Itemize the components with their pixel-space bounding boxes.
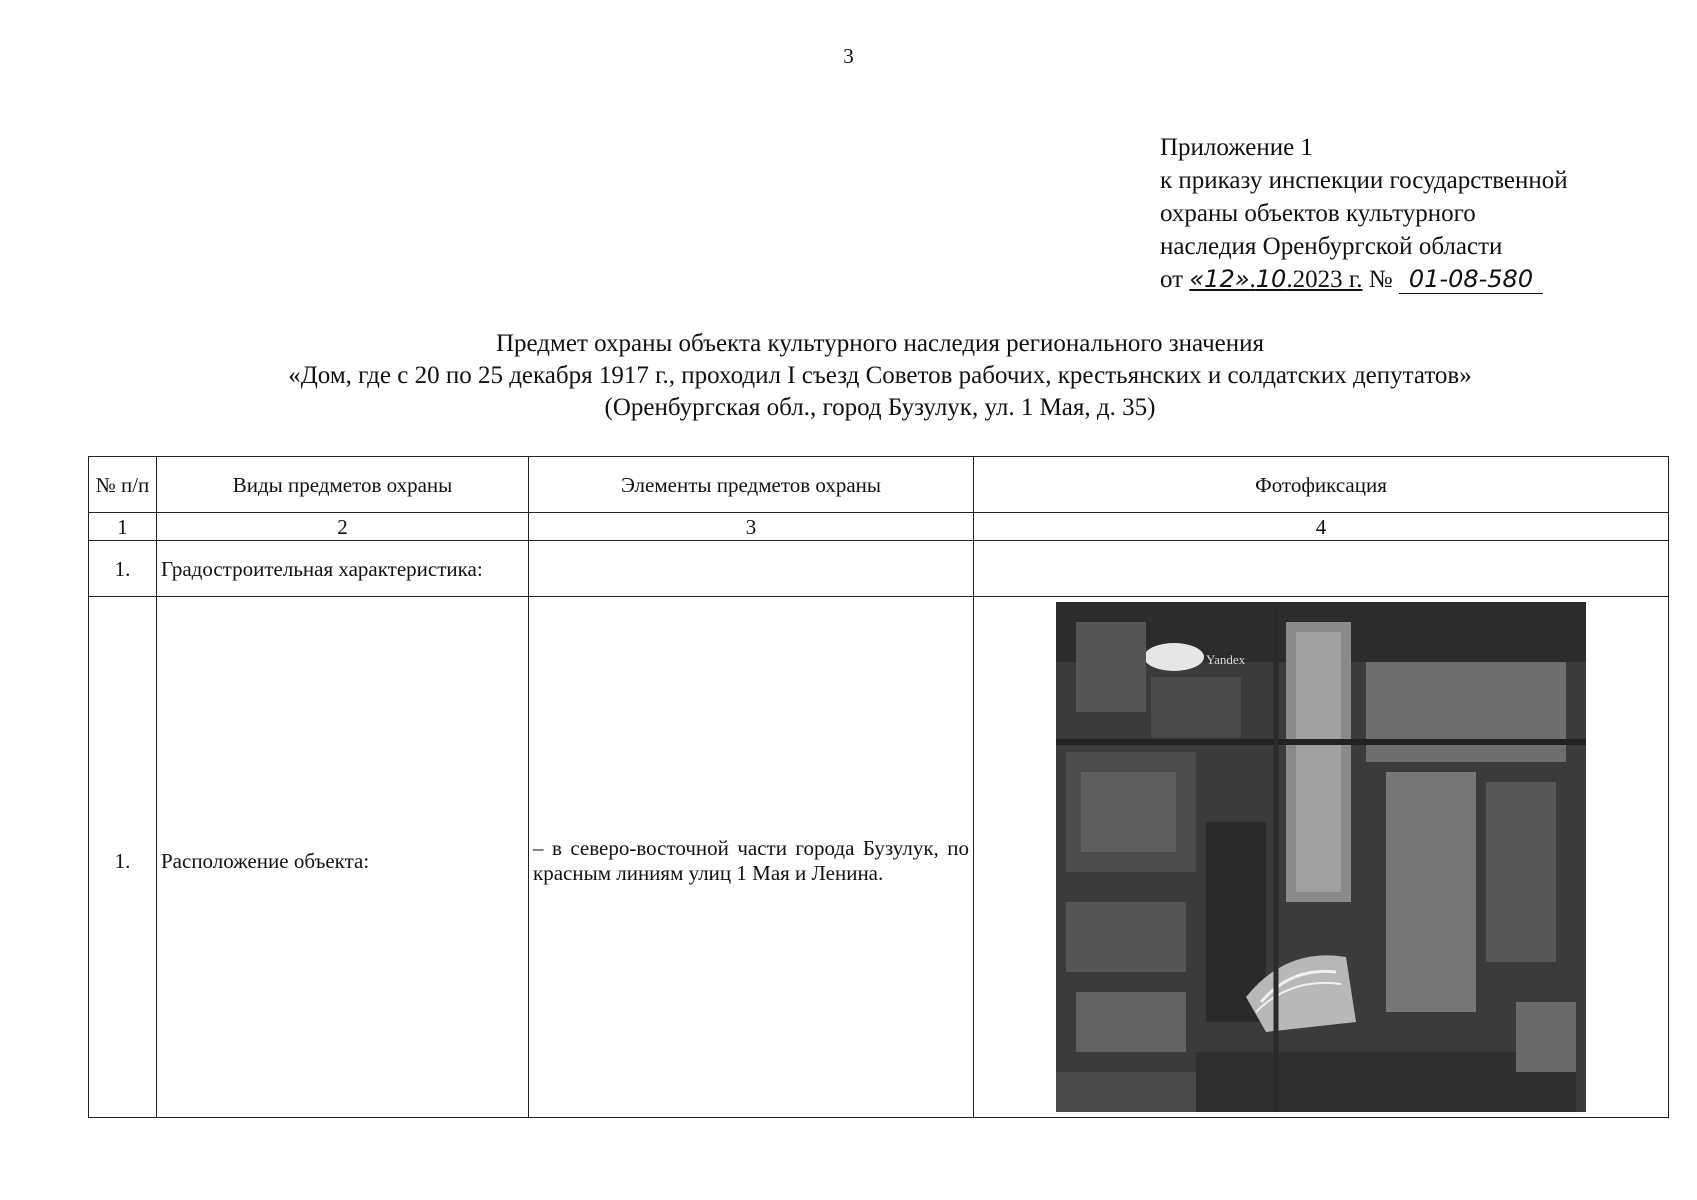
col-number: 4 xyxy=(974,513,1669,541)
table-header-row xyxy=(89,457,1669,513)
row-number: 1. xyxy=(89,597,157,1118)
date-month: 10 xyxy=(1255,265,1287,293)
col-number: 2 xyxy=(157,513,529,541)
date-year: .2023 г. xyxy=(1286,266,1363,293)
header-photo: Фотофиксация xyxy=(974,457,1669,513)
appendix-title: Приложение 1 xyxy=(1160,134,1313,161)
appendix-line: наследия Оренбургской области xyxy=(1160,233,1503,260)
header-types: Виды предметов охраны xyxy=(157,457,529,513)
table-row xyxy=(89,597,1669,1118)
appendix-header xyxy=(1160,131,1568,296)
title-line: «Дом, где с 20 по 25 декабря 1917 г., проходил I съезд Советов рабочих, крестьянских и солдатских депутатов» xyxy=(288,362,1472,389)
map-watermark: Yandex xyxy=(1206,652,1246,667)
col-number: 3 xyxy=(529,513,974,541)
header-num: № п/п xyxy=(89,457,157,513)
table-row xyxy=(89,541,1669,597)
number-label: № xyxy=(1362,266,1399,293)
row-element: – в северо-восточной части города Бузулук, по красным линиям улиц 1 Мая и Ленина. xyxy=(529,597,974,1118)
date-prefix: от xyxy=(1160,266,1190,293)
row-photo xyxy=(974,597,1669,1118)
date-day: «12» xyxy=(1189,265,1250,293)
order-number: 01-08-580 xyxy=(1399,265,1543,294)
aerial-photo xyxy=(1056,602,1586,1112)
title-line: Предмет охраны объекта культурного наследия регионального значения xyxy=(495,330,1265,357)
appendix-date-line xyxy=(1160,263,1568,296)
appendix-line: к приказу инспекции государственной xyxy=(1160,167,1568,194)
document-title xyxy=(0,328,1697,424)
row-type: Расположение объекта: xyxy=(157,597,529,1118)
appendix-line: охраны объектов культурного xyxy=(1160,200,1476,227)
header-elements: Элементы предметов охраны xyxy=(529,457,974,513)
row-element xyxy=(529,541,974,597)
col-number: 1 xyxy=(89,513,157,541)
column-number-row xyxy=(89,513,1669,541)
protection-subject-table xyxy=(88,456,1669,1118)
row-type: Градостроительная характеристика: xyxy=(157,541,529,597)
page-number: 3 xyxy=(843,44,854,68)
date-separator: . xyxy=(1249,266,1256,293)
title-line: (Оренбургская обл., город Бузулук, ул. 1 Мая, д. 35) xyxy=(604,394,1156,421)
row-photo xyxy=(974,541,1669,597)
row-number: 1. xyxy=(89,541,157,597)
